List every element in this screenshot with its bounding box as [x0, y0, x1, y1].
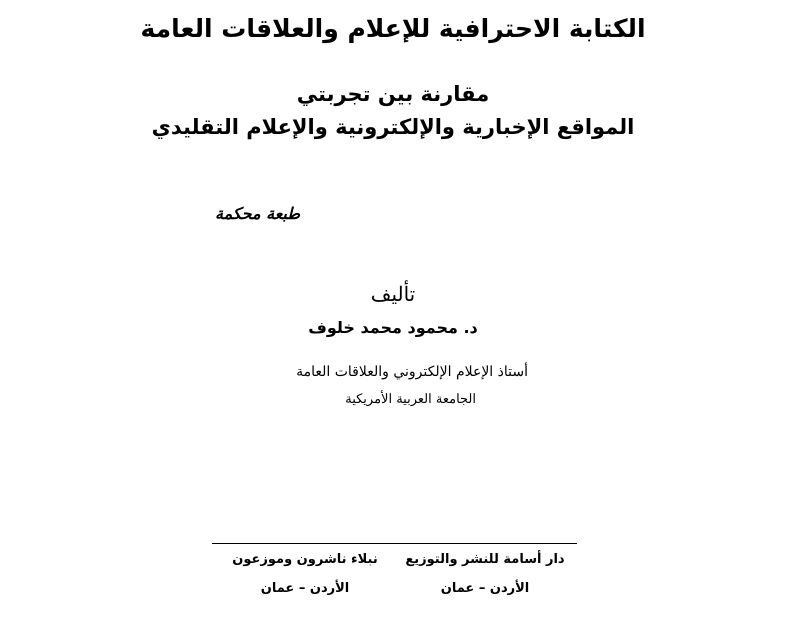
authored-by-label: تأليف: [370, 282, 416, 306]
publisher-2-location: الأردن – عمان: [260, 581, 350, 596]
publisher-1-location: الأردن – عمان: [440, 581, 530, 596]
author-position: أستاذ الإعلام الإلكتروني والعلاقات العامة: [296, 364, 528, 380]
publisher-divider: [212, 543, 577, 544]
publisher-2-name: نبلاء ناشرون وموزعون: [232, 552, 378, 567]
book-subtitle-line-1: مقارنة بين تجربتي: [296, 82, 490, 106]
author-name: د. محمود محمد خلوف: [308, 318, 478, 337]
publisher-1-name: دار أسامة للنشر والتوزيع: [405, 552, 565, 567]
book-subtitle-line-2: المواقع الإخبارية والإلكترونية والإعلام التقليدي: [151, 115, 635, 139]
book-title: الكتابة الاحترافية للإعلام والعلاقات العامة: [140, 14, 646, 43]
author-university: الجامعة العربية الأمريكية: [345, 392, 476, 407]
edition-label: طبعة محكمة: [215, 204, 300, 223]
